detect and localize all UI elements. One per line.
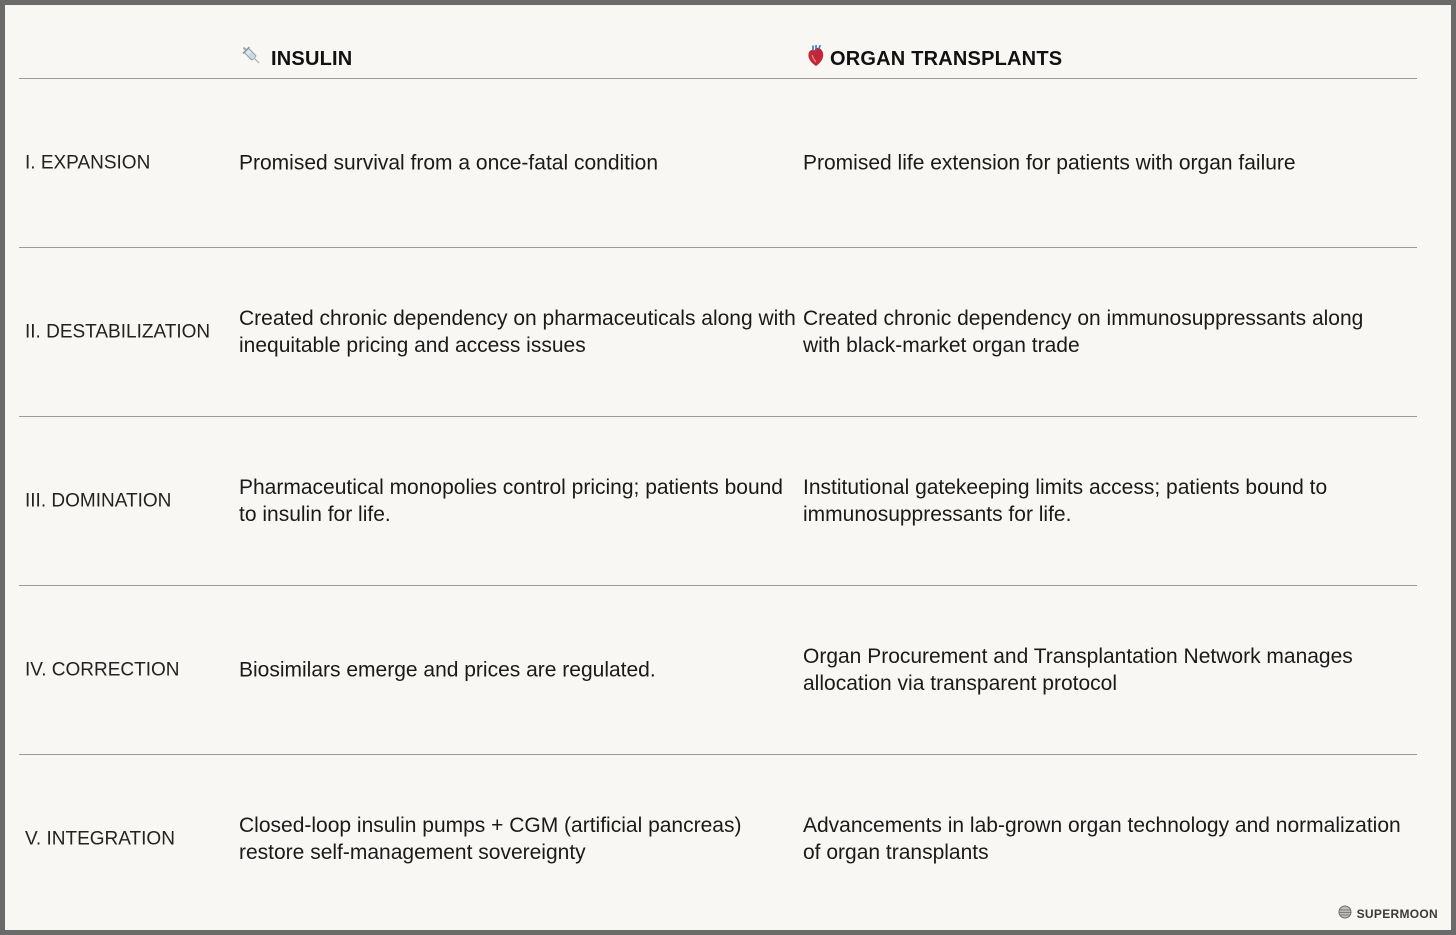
insulin-cell: Pharmaceutical monopolies control pricing; patients bound to insulin for life.	[239, 476, 783, 526]
stage-label: V. INTEGRATION	[25, 828, 175, 850]
organ-cell: Promised life extension for patients with organ failure	[803, 151, 1296, 175]
stage-label: II. DESTABILIZATION	[25, 321, 211, 343]
comparison-table	[19, 5, 1417, 923]
table-row	[19, 79, 1417, 248]
organ-header-label: ORGAN TRANSPLANTS	[830, 47, 1063, 70]
table-row	[19, 417, 1417, 586]
insulin-cell: Promised survival from a once-fatal condition	[239, 151, 659, 175]
organ-cell: Created chronic dependency on immunosuppressants along with black-market organ trade	[803, 307, 1364, 357]
brand-name: SUPERMOON	[1356, 906, 1438, 921]
table-row	[19, 586, 1417, 755]
insulin-cell: Created chronic dependency on pharmaceuticals along with inequitable pricing and access issues	[239, 307, 796, 357]
stage-label: III. DOMINATION	[25, 490, 172, 512]
table-row	[19, 248, 1417, 417]
anatomical-heart-icon	[806, 45, 826, 73]
organ-column-header	[806, 45, 1062, 73]
stage-label: IV. CORRECTION	[25, 659, 180, 681]
stage-label: I. EXPANSION	[25, 152, 151, 174]
moon-logo-icon	[1338, 905, 1352, 922]
organ-cell: Advancements in lab-grown organ technology and normalization of organ transplants	[803, 814, 1401, 864]
insulin-header-label: INSULIN	[271, 47, 353, 70]
brand-watermark	[1338, 905, 1438, 922]
insulin-cell: Biosimilars emerge and prices are regulated.	[239, 658, 656, 682]
syringe-icon	[241, 45, 263, 73]
organ-cell: Organ Procurement and Transplantation Network manages allocation via transparent protocol	[803, 645, 1353, 695]
table-row	[19, 755, 1417, 923]
insulin-column-header	[241, 45, 352, 73]
organ-cell: Institutional gatekeeping limits access; patients bound to immunosuppressants for life.	[803, 476, 1328, 526]
table-header	[19, 5, 1417, 79]
insulin-cell: Closed-loop insulin pumps + CGM (artificial pancreas) restore self-management sovereignty	[239, 814, 742, 864]
